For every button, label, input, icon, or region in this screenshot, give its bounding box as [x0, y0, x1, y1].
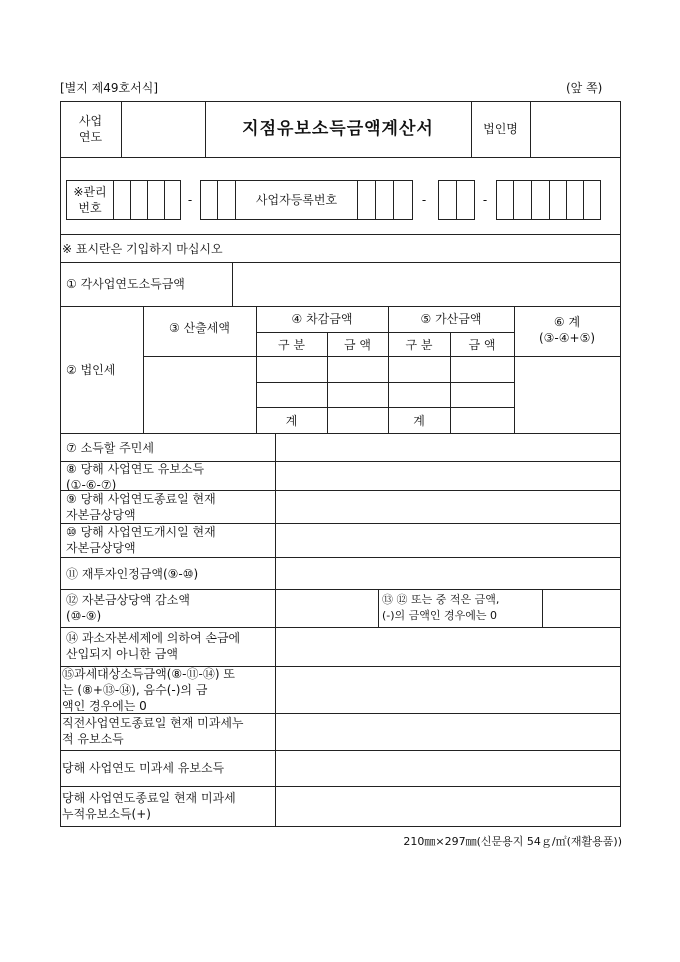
reg-number-box[interactable]	[496, 180, 514, 220]
label-corporate-tax: ② 법인세	[66, 363, 116, 377]
capital-start-field[interactable]	[276, 524, 620, 557]
label-addition-amount: ⑤ 가산금액	[420, 312, 482, 326]
label-calculated-tax: ③ 산출세액	[169, 321, 230, 335]
label-cumulative-untaxed: 당해 사업연도종료일 현재 미과세 누적유보소득(+)	[62, 791, 236, 821]
label-resident-tax: ⑦ 소득할 주민세	[66, 441, 154, 455]
income-per-year-field[interactable]	[233, 263, 620, 305]
page-side-label: (앞 쪽)	[566, 81, 603, 95]
current-untaxed-field[interactable]	[276, 751, 620, 786]
mgmt-number-label: ※관리 번호	[66, 180, 114, 220]
label-reinvestment: ⑪ 재투자인정금액(⑨-⑩)	[66, 567, 199, 581]
label-prior-untaxed: 직전사업연도종료일 현재 미과세누 적 유보소득	[62, 716, 244, 746]
business-year-label: 사업 연도	[78, 114, 103, 144]
reinvestment-field[interactable]	[276, 558, 620, 589]
business-year-field[interactable]	[122, 102, 204, 156]
label-taxable-income: ⑮과세대상소득금액(⑧-⑪-⑭) 또 는 (⑧+⑬-⑭), 음수(-)의 금 액인 경우에는 0	[62, 667, 235, 713]
label-deduction-amount: ④ 차감금액	[291, 312, 353, 326]
mgmt-number-box[interactable]	[113, 180, 131, 220]
reg-number-box[interactable]	[531, 180, 550, 220]
label-capital-start: ⑩ 당해 사업연도개시일 현재 자본금상당액	[66, 525, 216, 555]
calculated-tax-field[interactable]	[144, 357, 255, 432]
reg-number-box[interactable]	[217, 180, 236, 220]
col-amount: 금 액	[468, 337, 496, 352]
reg-number-box[interactable]	[549, 180, 567, 220]
label-total-formula: ⑥ 계 (③-④+⑤)	[538, 315, 596, 345]
separator-dash: -	[482, 193, 488, 207]
reg-number-box[interactable]	[375, 180, 394, 220]
capital-decrease-field[interactable]	[276, 590, 377, 626]
cumulative-untaxed-field[interactable]	[276, 787, 620, 826]
paper-spec-footer: 210㎜×297㎜(신문용지 54ｇ/㎡(재활용품))	[403, 835, 622, 848]
reg-number-box[interactable]	[438, 180, 457, 220]
label-retained-income: ⑧ 당해 사업연도 유보소득 (①-⑥-⑦)	[66, 462, 205, 492]
form-title: 지점유보소득금액계산서	[242, 119, 434, 139]
label-thin-cap: ⑭ 과소자본세제에 의하여 손금에 산입되지 아니한 금액	[66, 631, 241, 661]
thin-cap-field[interactable]	[276, 628, 620, 666]
form-number: [별지 제49호서식]	[60, 81, 158, 95]
total-field[interactable]	[515, 357, 620, 432]
label-capital-decrease: ⑫ 자본금상당액 감소액 (⑩-⑨)	[66, 593, 190, 623]
retained-income-field[interactable]	[276, 462, 620, 490]
mgmt-number-box[interactable]	[130, 180, 148, 220]
reg-number-box[interactable]	[513, 180, 532, 220]
label-income-per-year: ① 각사업연도소득금액	[66, 277, 185, 291]
col-amount: 금 액	[344, 337, 371, 352]
reg-number-box[interactable]	[456, 180, 475, 220]
notice-text: ※ 표시란은 기입하지 마십시오	[62, 242, 223, 256]
corp-name-field[interactable]	[531, 102, 619, 156]
reg-number-box[interactable]	[566, 180, 584, 220]
separator-dash: -	[421, 193, 427, 207]
separator-dash: -	[187, 193, 193, 207]
mgmt-number-box[interactable]	[164, 180, 181, 220]
reg-number-box[interactable]	[200, 180, 218, 220]
lesser-amount-field[interactable]	[543, 590, 620, 626]
biz-reg-number-label: 사업자등록번호	[235, 180, 358, 220]
deduction-total-label: 계	[285, 413, 298, 428]
resident-tax-field[interactable]	[276, 434, 620, 461]
col-division: 구 분	[405, 337, 433, 352]
mgmt-number-box[interactable]	[147, 180, 165, 220]
reg-number-box[interactable]	[357, 180, 376, 220]
reg-number-box[interactable]	[393, 180, 413, 220]
capital-end-field[interactable]	[276, 491, 620, 523]
label-lesser-amount: ⑬ ⑫ 또는 중 적은 금액, (-)의 금액인 경우에는 0	[382, 593, 500, 622]
label-capital-end: ⑨ 당해 사업연도종료일 현재 자본금상당액	[66, 492, 216, 522]
label-current-untaxed: 당해 사업연도 미과세 유보소득	[62, 761, 225, 775]
col-division: 구 분	[278, 337, 305, 352]
corp-name-label: 법인명	[483, 122, 518, 136]
prior-untaxed-field[interactable]	[276, 714, 620, 750]
addition-total-label: 계	[413, 413, 425, 428]
reg-number-box[interactable]	[583, 180, 601, 220]
taxable-income-field[interactable]	[276, 667, 620, 713]
